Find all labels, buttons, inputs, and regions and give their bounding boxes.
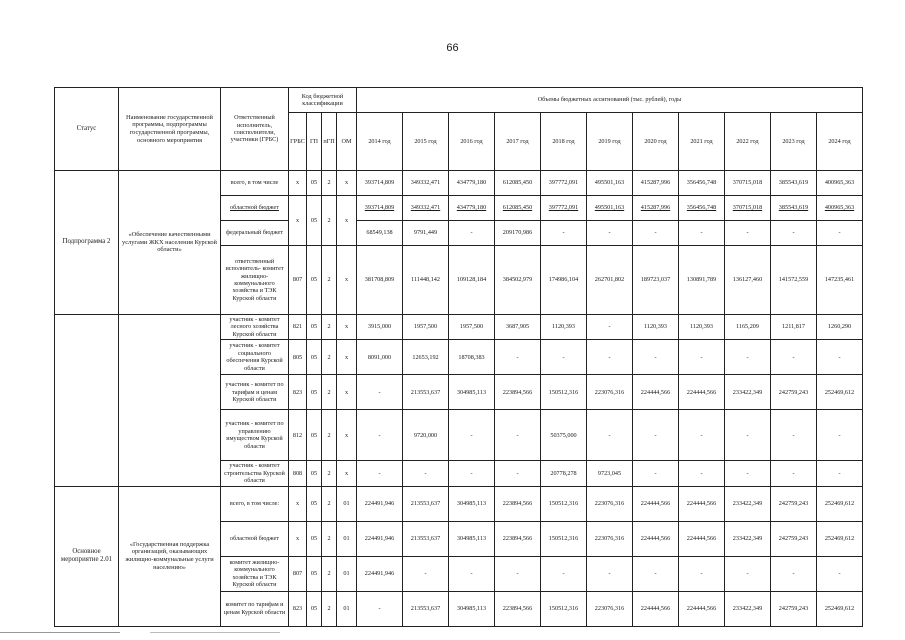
row-code-pgp: 2: [322, 486, 337, 521]
row-code-gp: 05: [307, 461, 322, 486]
row-amount: 252469,612: [817, 486, 863, 521]
row-code-om: x: [337, 410, 357, 461]
row-code-grbs: x: [289, 521, 307, 556]
row-amount: 174986,104: [541, 246, 587, 315]
row-amount: 242759,243: [771, 591, 817, 626]
row-amount: -: [449, 221, 495, 246]
header-responsible: Ответственный исполнитель, соисполнители, участники (ГРБС): [221, 88, 289, 171]
row-amount: 223076,316: [587, 521, 633, 556]
row-amount: -: [495, 340, 541, 375]
row-code-grbs: x: [289, 171, 307, 196]
row-amount: 224444,566: [633, 591, 679, 626]
row-amount: 233422,349: [725, 591, 771, 626]
row-amount: -: [679, 556, 725, 591]
row-amount: -: [771, 221, 817, 246]
row-amount: 397772,091: [541, 196, 587, 221]
header-year: 2021 год: [679, 113, 725, 171]
row-code-om: x: [337, 196, 357, 246]
header-gp: ГП: [307, 113, 322, 171]
header-year: 2017 год: [495, 113, 541, 171]
row-amount: 1120,393: [541, 315, 587, 340]
row-status: Подпрограмма 2: [55, 171, 119, 315]
row-amount: 223894,566: [495, 591, 541, 626]
row-code-gp: 05: [307, 196, 322, 246]
row-amount: -: [495, 556, 541, 591]
header-year: 2014 год: [357, 113, 403, 171]
row-amount: 9723,045: [587, 461, 633, 486]
row-code-pgp: 2: [322, 246, 337, 315]
row-amount: 252469,612: [817, 591, 863, 626]
page-number: 66: [446, 42, 459, 54]
row-code-grbs: 808: [289, 461, 307, 486]
row-amount: -: [817, 556, 863, 591]
row-amount: -: [771, 340, 817, 375]
row-responsible: комитет по тарифам и ценам Курской области: [221, 591, 289, 626]
row-amount: 434779,180: [449, 171, 495, 196]
row-amount: 150512,316: [541, 521, 587, 556]
row-amount: -: [771, 461, 817, 486]
row-amount: -: [587, 340, 633, 375]
header-year: 2024 год: [817, 113, 863, 171]
row-code-om: x: [337, 171, 357, 196]
row-code-gp: 05: [307, 375, 322, 410]
row-code-om: 01: [337, 486, 357, 521]
row-amount: 242759,243: [771, 375, 817, 410]
row-status: Основное мероприятие 2.01: [55, 486, 119, 626]
row-amount: 141572,559: [771, 246, 817, 315]
header-year: 2015 год: [403, 113, 449, 171]
row-amount: -: [633, 221, 679, 246]
header-status: Статус: [55, 88, 119, 171]
row-code-gp: 05: [307, 315, 322, 340]
row-amount: 224444,566: [679, 521, 725, 556]
header-grbs: ГРБС: [289, 113, 307, 171]
row-responsible: участник - комитет социального обеспечения Курской области: [221, 340, 289, 375]
row-amount: -: [679, 461, 725, 486]
header-om: ОМ: [337, 113, 357, 171]
row-amount: 8091,000: [357, 340, 403, 375]
header-code-group: Код бюджетной классификации: [289, 88, 357, 113]
row-amount: 224444,566: [633, 486, 679, 521]
row-amount: 9720,000: [403, 410, 449, 461]
row-amount: 233422,349: [725, 486, 771, 521]
row-amount: -: [587, 221, 633, 246]
row-amount: 304985,113: [449, 486, 495, 521]
row-amount: 304985,113: [449, 591, 495, 626]
row-amount: 3915,000: [357, 315, 403, 340]
row-status-empty: [55, 315, 119, 487]
row-code-om: x: [337, 375, 357, 410]
row-amount: 136127,460: [725, 246, 771, 315]
row-program-name: «Обеспечение качественными услугами ЖКХ населения Курской области»: [119, 171, 221, 315]
row-amount: 213553,637: [403, 486, 449, 521]
row-code-om: x: [337, 340, 357, 375]
row-amount: -: [357, 375, 403, 410]
row-amount: 9791,449: [403, 221, 449, 246]
row-amount: 18708,383: [449, 340, 495, 375]
row-code-gp: 05: [307, 340, 322, 375]
row-amount: 130891,789: [679, 246, 725, 315]
row-amount: 304985,113: [449, 521, 495, 556]
row-amount: -: [403, 556, 449, 591]
row-code-gp: 05: [307, 486, 322, 521]
row-code-pgp: 2: [322, 461, 337, 486]
row-amount: -: [587, 556, 633, 591]
row-amount: 209170,986: [495, 221, 541, 246]
row-amount: -: [495, 410, 541, 461]
row-code-om: 01: [337, 591, 357, 626]
header-volumes-group: Объемы бюджетных ассигнований (тыс. рублей), годы: [357, 88, 863, 113]
row-code-om: x: [337, 315, 357, 340]
row-amount: 223894,566: [495, 521, 541, 556]
row-amount: -: [725, 340, 771, 375]
row-amount: 400965,363: [817, 171, 863, 196]
row-amount: -: [449, 556, 495, 591]
row-amount: -: [587, 315, 633, 340]
row-code-gp: 05: [307, 246, 322, 315]
row-amount: 20778,278: [541, 461, 587, 486]
row-code-grbs: 823: [289, 375, 307, 410]
budget-table: [54, 87, 863, 627]
row-amount: 1957,500: [449, 315, 495, 340]
row-code-gp: 05: [307, 556, 322, 591]
row-amount: 393714,809: [357, 196, 403, 221]
table-row: [55, 171, 863, 196]
row-amount: 189723,037: [633, 246, 679, 315]
row-amount: 224444,566: [633, 375, 679, 410]
row-code-gp: 05: [307, 591, 322, 626]
row-amount: 393714,809: [357, 171, 403, 196]
row-amount: 224444,566: [679, 375, 725, 410]
row-amount: -: [771, 556, 817, 591]
row-amount: -: [587, 410, 633, 461]
row-amount: 384502,979: [495, 246, 541, 315]
row-responsible: всего, в том числе:: [221, 486, 289, 521]
row-amount: 150512,316: [541, 375, 587, 410]
header-name: Наименование государственной программы, подпрограммы государственной программы, основного мероприятия: [119, 88, 221, 171]
row-amount: 213553,637: [403, 375, 449, 410]
row-responsible: всего, в том числе: [221, 171, 289, 196]
row-amount: 12653,192: [403, 340, 449, 375]
row-amount: -: [357, 461, 403, 486]
row-amount: -: [725, 461, 771, 486]
row-amount: 252469,612: [817, 521, 863, 556]
row-amount: -: [679, 410, 725, 461]
row-amount: -: [541, 221, 587, 246]
footer-rule: [150, 632, 280, 633]
header-pgp: пГП: [322, 113, 337, 171]
row-amount: -: [357, 591, 403, 626]
row-program-name: «Государственная поддержка организаций, оказывающих жилищно-коммунальные услуги населению»: [119, 486, 221, 626]
row-amount: 356456,748: [679, 171, 725, 196]
row-amount: -: [449, 410, 495, 461]
row-amount: 50375,000: [541, 410, 587, 461]
row-amount: -: [541, 340, 587, 375]
row-amount: -: [633, 340, 679, 375]
row-code-pgp: 2: [322, 410, 337, 461]
row-amount: -: [679, 340, 725, 375]
row-code-grbs: 805: [289, 340, 307, 375]
header-year: 2016 год: [449, 113, 495, 171]
row-amount: 415287,996: [633, 171, 679, 196]
row-amount: 370715,018: [725, 171, 771, 196]
row-responsible: участник - комитет строительства Курской области: [221, 461, 289, 486]
row-amount: -: [817, 340, 863, 375]
row-amount: 223076,316: [587, 486, 633, 521]
row-responsible: участник - комитет по тарифам и ценам Курской области: [221, 375, 289, 410]
row-code-pgp: 2: [322, 521, 337, 556]
measure-2-01-section: [55, 486, 863, 626]
row-amount: 612085,450: [495, 196, 541, 221]
row-code-pgp: 2: [322, 196, 337, 246]
row-amount: 147235,461: [817, 246, 863, 315]
row-code-gp: 05: [307, 410, 322, 461]
row-amount: 495501,163: [587, 171, 633, 196]
row-code-om: 01: [337, 521, 357, 556]
row-amount: -: [817, 221, 863, 246]
row-amount: 349332,471: [403, 196, 449, 221]
row-code-om: x: [337, 246, 357, 315]
header-year: 2018 год: [541, 113, 587, 171]
row-amount: 415287,996: [633, 196, 679, 221]
row-responsible: федеральный бюджет: [221, 221, 289, 246]
row-amount: 68549,138: [357, 221, 403, 246]
row-amount: 111448,142: [403, 246, 449, 315]
row-amount: 370715,018: [725, 196, 771, 221]
row-amount: -: [817, 410, 863, 461]
header-year: 2022 год: [725, 113, 771, 171]
row-responsible: ответственный исполнитель- комитет жилищно-коммунального хозяйства и ТЭК Курской области: [221, 246, 289, 315]
row-amount: 1120,393: [679, 315, 725, 340]
row-amount: 224491,946: [357, 556, 403, 591]
row-amount: 233422,349: [725, 375, 771, 410]
row-amount: 385543,619: [771, 171, 817, 196]
row-amount: -: [403, 461, 449, 486]
row-amount: 1211,817: [771, 315, 817, 340]
row-code-grbs: x: [289, 486, 307, 521]
row-amount: 400965,363: [817, 196, 863, 221]
row-amount: 1260,290: [817, 315, 863, 340]
row-amount: 434779,180: [449, 196, 495, 221]
row-amount: 223894,566: [495, 486, 541, 521]
row-amount: 242759,243: [771, 521, 817, 556]
row-responsible: участник - комитет по управлению имуществом Курской области: [221, 410, 289, 461]
row-code-pgp: 2: [322, 315, 337, 340]
row-amount: 224444,566: [679, 486, 725, 521]
row-amount: 224491,946: [357, 521, 403, 556]
row-amount: -: [725, 410, 771, 461]
row-amount: 224444,566: [679, 591, 725, 626]
row-amount: -: [541, 556, 587, 591]
row-amount: 495501,163: [587, 196, 633, 221]
row-amount: -: [725, 221, 771, 246]
row-amount: -: [771, 410, 817, 461]
row-amount: 150512,316: [541, 486, 587, 521]
row-responsible: участник - комитет лесного хозяйства Курской области: [221, 315, 289, 340]
footer-rule: [0, 632, 120, 633]
row-program-name-empty: [119, 315, 221, 487]
row-amount: 397772,091: [541, 171, 587, 196]
row-amount: 223894,566: [495, 375, 541, 410]
row-amount: -: [725, 556, 771, 591]
row-responsible: областной бюджет: [221, 521, 289, 556]
subprogram-2-section: [55, 171, 863, 487]
row-code-pgp: 2: [322, 340, 337, 375]
row-amount: -: [633, 461, 679, 486]
row-code-gp: 05: [307, 521, 322, 556]
row-amount: -: [679, 221, 725, 246]
row-amount: -: [357, 410, 403, 461]
row-code-om: x: [337, 461, 357, 486]
row-code-om: 01: [337, 556, 357, 591]
row-amount: 1165,209: [725, 315, 771, 340]
header-year: 2020 год: [633, 113, 679, 171]
row-amount: 213553,637: [403, 521, 449, 556]
row-code-gp: 05: [307, 171, 322, 196]
row-amount: 304985,113: [449, 375, 495, 410]
row-responsible: комитет жилищно-коммунального хозяйства и ТЭК Курской области: [221, 556, 289, 591]
header-row-1: [55, 88, 863, 113]
row-amount: -: [449, 461, 495, 486]
row-amount: -: [817, 461, 863, 486]
row-code-pgp: 2: [322, 375, 337, 410]
row-code-grbs: 821: [289, 315, 307, 340]
row-amount: 349332,471: [403, 171, 449, 196]
row-code-pgp: 2: [322, 171, 337, 196]
header-year: 2023 год: [771, 113, 817, 171]
row-code-pgp: 2: [322, 591, 337, 626]
row-amount: 242759,243: [771, 486, 817, 521]
row-amount: 252469,612: [817, 375, 863, 410]
row-amount: 1957,500: [403, 315, 449, 340]
row-amount: 223076,316: [587, 375, 633, 410]
table-row: [55, 315, 863, 340]
row-code-grbs: 807: [289, 246, 307, 315]
row-responsible: областной бюджет: [221, 196, 289, 221]
row-amount: -: [633, 556, 679, 591]
row-amount: -: [495, 461, 541, 486]
row-code-grbs: 807: [289, 556, 307, 591]
row-amount: 233422,349: [725, 521, 771, 556]
row-amount: -: [633, 410, 679, 461]
row-code-pgp: 2: [322, 556, 337, 591]
row-code-grbs: 823: [289, 591, 307, 626]
row-amount: 612085,450: [495, 171, 541, 196]
row-amount: 356456,748: [679, 196, 725, 221]
row-amount: 223076,316: [587, 591, 633, 626]
row-amount: 109128,184: [449, 246, 495, 315]
row-code-grbs: x: [289, 196, 307, 246]
row-amount: 213553,637: [403, 591, 449, 626]
row-code-grbs: 812: [289, 410, 307, 461]
row-amount: 1120,393: [633, 315, 679, 340]
row-amount: 3687,905: [495, 315, 541, 340]
row-amount: 385543,619: [771, 196, 817, 221]
row-amount: 381708,809: [357, 246, 403, 315]
row-amount: 262701,802: [587, 246, 633, 315]
table-row: [55, 486, 863, 521]
row-amount: 224491,946: [357, 486, 403, 521]
row-amount: 224444,566: [633, 521, 679, 556]
header-year: 2019 год: [587, 113, 633, 171]
row-amount: 150512,316: [541, 591, 587, 626]
